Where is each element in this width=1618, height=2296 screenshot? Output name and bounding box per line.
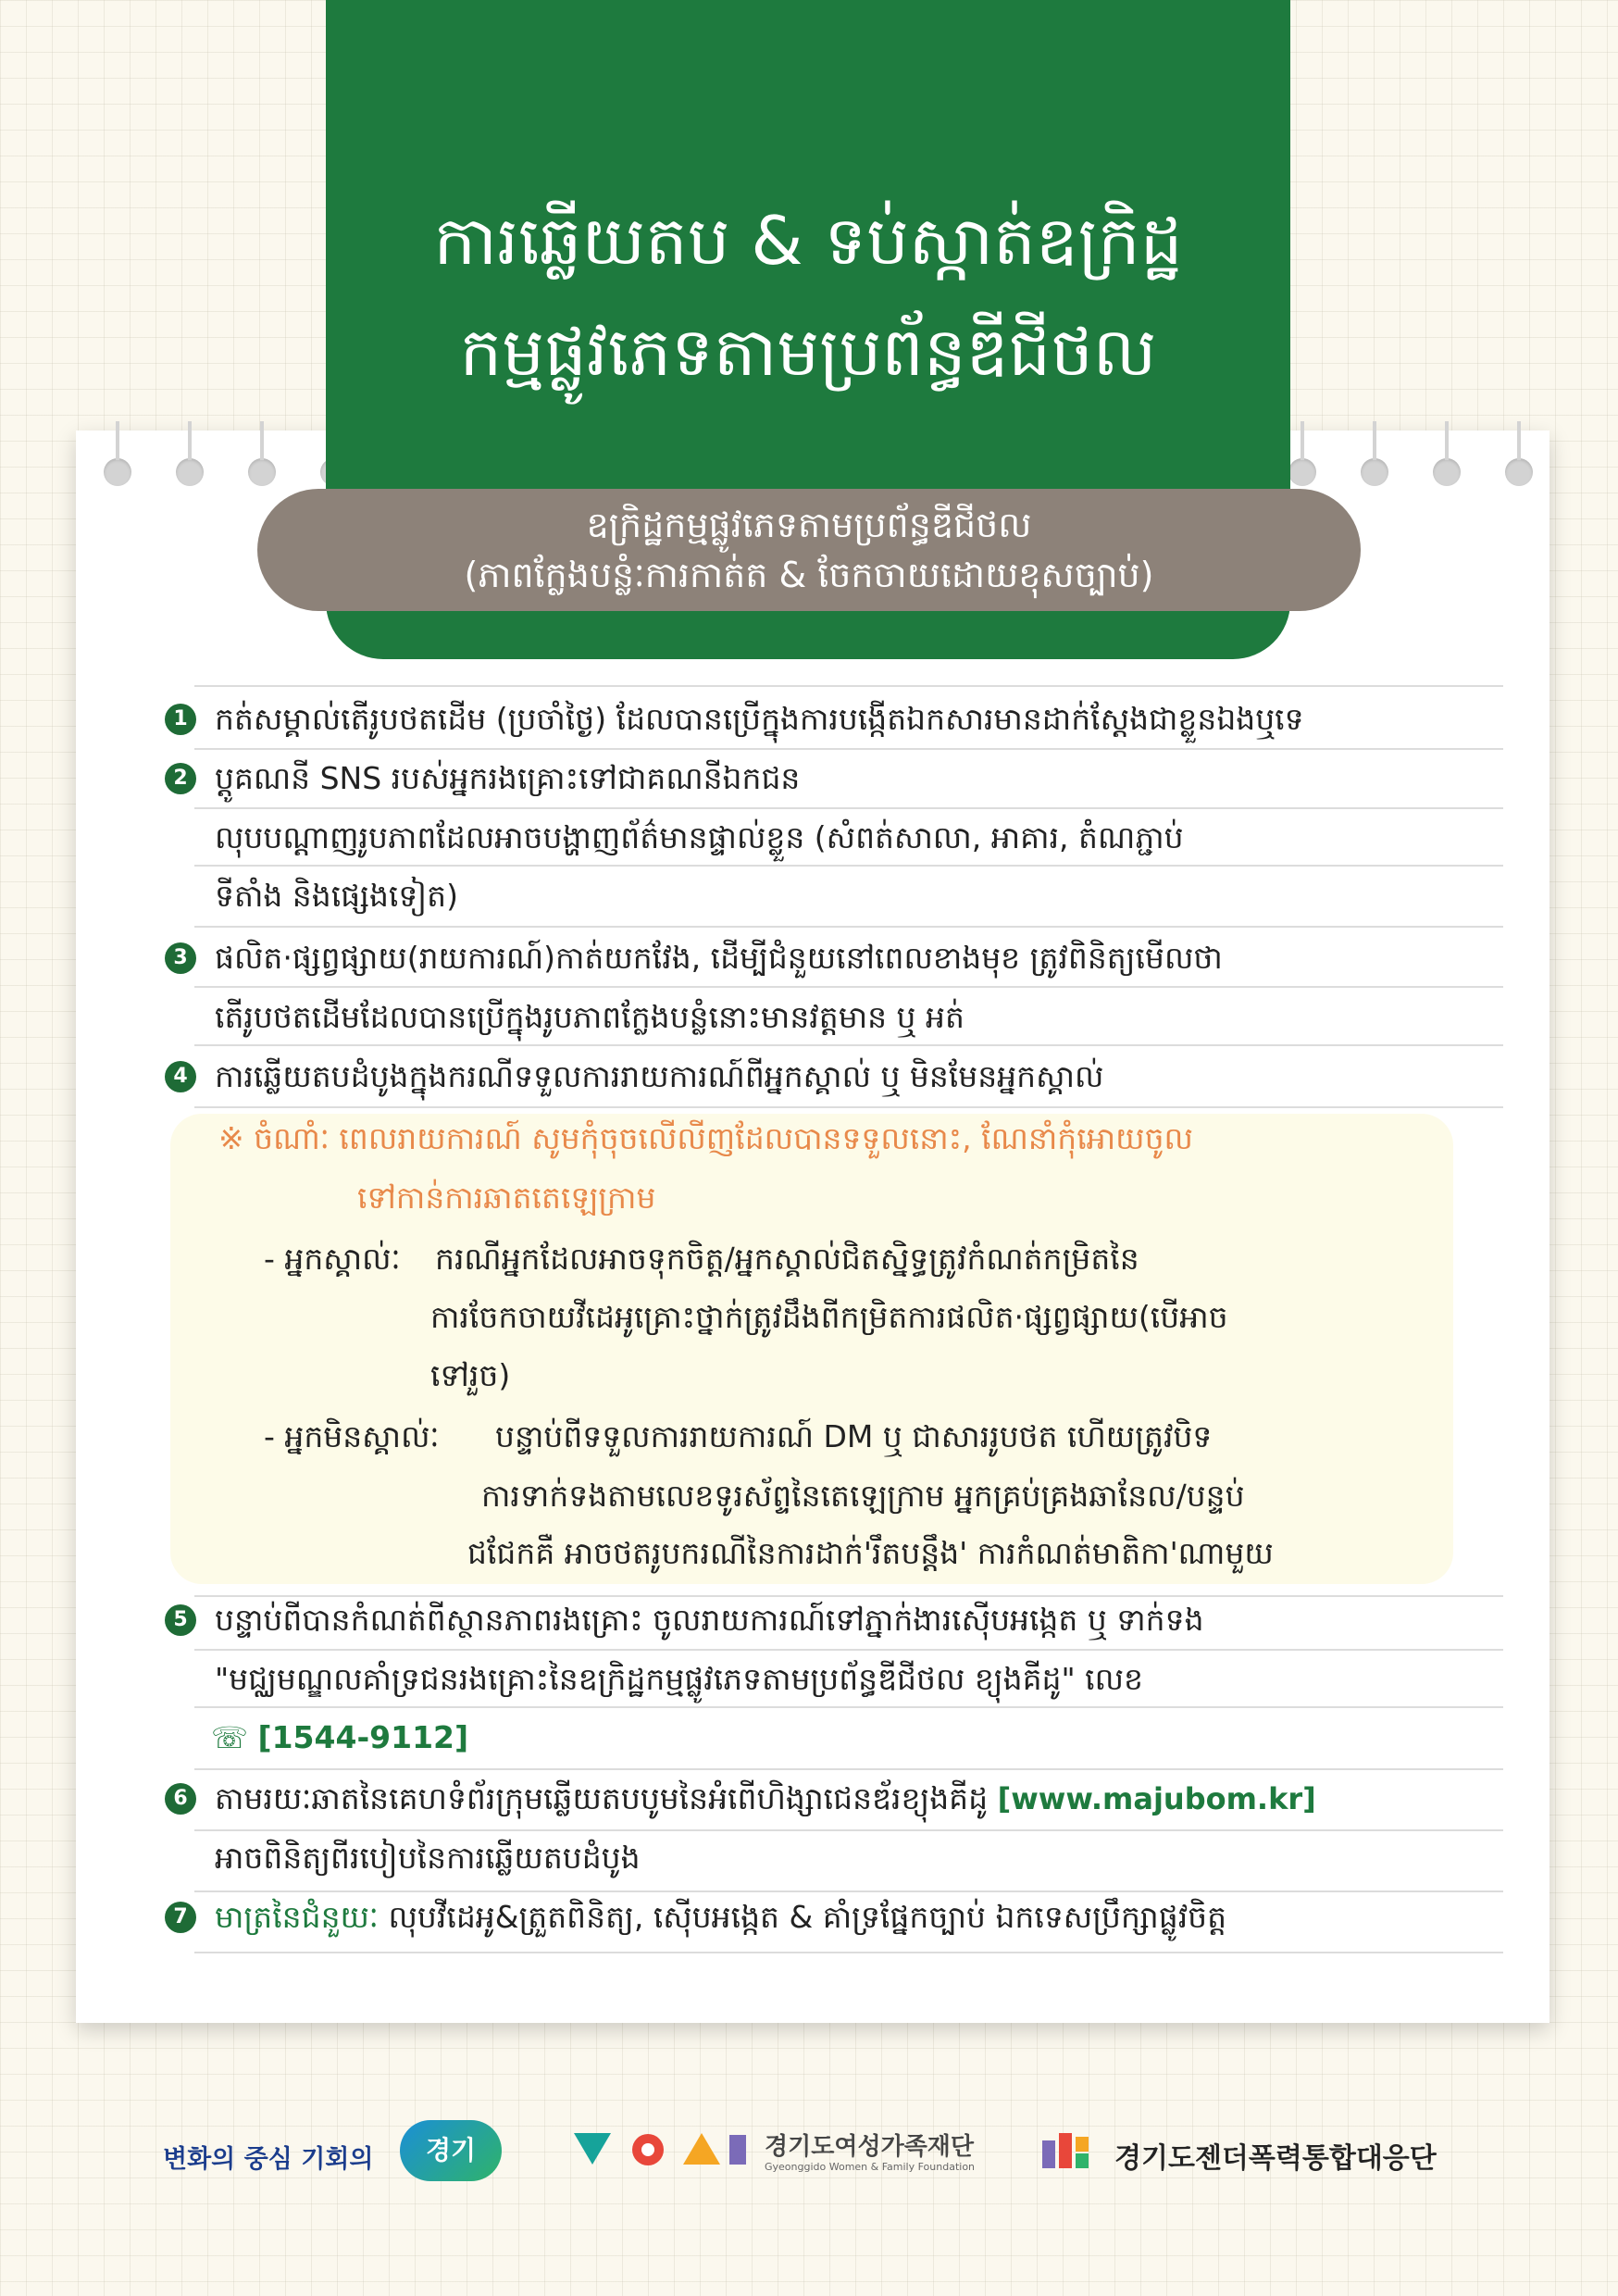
- item-number-badge: 5: [165, 1604, 196, 1636]
- known-label: - អ្នកស្គាល់ៈ: [264, 1241, 401, 1277]
- ruled-line: [194, 986, 1503, 988]
- note-line-1: ※ ចំណាំៈ ពេលរាយការណ៍ សូមកុំចុចលើលីញដែលបានទទួលនោះ, ណែនាំកុំអោយចូល: [218, 1120, 1193, 1156]
- item-6-text: តាមរយៈឆាតនៃគេហទំព័រក្រុមឆ្លើយតបបូមនៃអំពើហិង្សាជេនឌ័រខ្យុងគីដូ: [215, 1780, 989, 1816]
- item-3-line-2: តើរូបថតដើមដែលបានប្រើក្នុងរូបភាពក្លែងបន្លំនោះមានវត្តមាន ឬ អត់: [215, 999, 965, 1035]
- subtitle-line-2: (ភាពក្លែងបន្លំៈការកាត់ត & ចែកចាយដោយខុសច្បាប់): [464, 555, 1154, 595]
- item-number-badge: 6: [165, 1783, 196, 1815]
- item-3-line-1: ផលិត·ផ្សព្វផ្សាយ(រាយការណ៍)កាត់យកវែង, ដើម្បីជំនួយនៅពេលខាងមុខ ត្រូវពិនិត្យមើលថា: [215, 940, 1223, 976]
- known-line-3: ទៅរួច): [430, 1357, 511, 1393]
- ruled-line: [194, 807, 1503, 809]
- title-line-1: ការឆ្លើយតប & ទប់ស្កាត់ឧក្រិដ្ឋ: [433, 202, 1183, 280]
- gyeonggi-logo: [400, 2120, 502, 2181]
- website-link[interactable]: [www.majubom.kr]: [997, 1781, 1316, 1816]
- item-2-line-2: លុបបណ្តាញរូបភាពដែលអាចបង្ហាញព័ត៌មានផ្ទាល់ខ្លួន (សំពត់សាលា, អាគារ, តំណភ្ជាប់: [215, 819, 1184, 855]
- gyeonggi-badge-text: 경기: [425, 2135, 477, 2165]
- gyeonggi-slogan: 변화의 중심 기회의: [163, 2145, 374, 2174]
- binder-hole: [1361, 458, 1388, 486]
- subtitle-pill: [257, 489, 1361, 611]
- ruled-line: [194, 748, 1503, 750]
- ruled-line: [194, 1595, 1503, 1597]
- foundation-name-kr: 경기도여성가족재단: [765, 2133, 975, 2161]
- item-7-label: មាត្រនៃជំនួយៈ: [215, 1899, 380, 1935]
- binder-hole: [176, 458, 204, 486]
- ruled-line: [194, 926, 1503, 928]
- foundation-name-en: Gyeonggido Women & Family Foundation: [765, 2161, 976, 2173]
- gender-violence-center-logo-icon: [1042, 2131, 1105, 2172]
- ruled-line: [194, 1952, 1503, 1953]
- item-number-badge: 3: [165, 942, 196, 974]
- item-7-line-1: [215, 1899, 1226, 1936]
- title-line-2: កម្មផ្លូវភេទតាមប្រព័ន្ធឌីជីថល: [459, 313, 1157, 391]
- ruled-line: [194, 1890, 1503, 1892]
- unknown-line-3: ជជែកគឺ អាចថតរូបករណីនៃការដាក់'រឹតបន្តឹង' ការកំណត់មាតិកា'ណាមួយ: [467, 1535, 1274, 1571]
- foundation-logo-icon: [574, 2131, 750, 2168]
- binder-hole: [104, 458, 131, 486]
- item-5-line-2: "មជ្ឈមណ្ឌលគាំទ្រជនរងគ្រោះនៃឧក្រិដ្ឋកម្មផ្លូវភេទតាមប្រព័ន្ធឌីជីថល ខ្យុងគីដូ" លេខ: [215, 1661, 1143, 1697]
- item-number-badge: 1: [165, 704, 196, 735]
- item-2-line-1: ប្តូគណនី SNS របស់អ្នករងគ្រោះទៅជាគណនីឯកជន: [215, 760, 801, 796]
- item-5-line-1: បន្ទាប់ពីបានកំណត់ពីស្ថានភាពរងគ្រោះ ចូលរាយការណ៍ទៅភ្នាក់ងារស៊ើបអង្កេត ឬ ទាក់ទង: [215, 1602, 1204, 1638]
- ruled-line: [194, 1649, 1503, 1651]
- page-title: [326, 185, 1290, 407]
- item-1-line-1: កត់សម្គាល់តើរូបថតដើម (ប្រចាំថ្ងៃ) ដែលបានប្រើក្នុងការបង្កើតឯកសារមានដាក់ស្តែងជាខ្លួនឯងឬទេ: [215, 701, 1304, 737]
- item-6-line-1: [215, 1780, 1316, 1817]
- ruled-line: [194, 1706, 1503, 1708]
- item-number-badge: 7: [165, 1902, 196, 1933]
- item-number-badge: 4: [165, 1061, 196, 1092]
- known-line-2: ការចែកចាយវីដេអូគ្រោះថ្នាក់ត្រូវដឹងពីកម្រិតការផលិត·ផ្សព្វផ្សាយ(បើអាច: [430, 1299, 1228, 1335]
- ruled-line: [194, 685, 1503, 687]
- unknown-line-2: ការទាក់ទងតាមលេខទូរស័ព្ទនៃតេឡេក្រាម អ្នកគ្រប់គ្រងឆានែល/បន្ទប់: [481, 1478, 1245, 1514]
- unknown-line-1: បន្ទាប់ពីទទួលការរាយការណ៍ DM ឬ ជាសាររូបថត ហើយត្រូវបិទ: [495, 1418, 1213, 1454]
- binder-hole: [1288, 458, 1316, 486]
- item-4-line-1: ការឆ្លើយតបដំបូងក្នុងករណីទទួលការរាយការណ៍ពីអ្នកស្គាល់ ឬ មិនមែនអ្នកស្គាល់: [215, 1058, 1104, 1094]
- note-line-2: ទៅកាន់ការឆាតតេឡេក្រាម: [357, 1179, 656, 1216]
- item-2-line-3: ទីតាំង និងផ្សេងទៀត): [215, 878, 458, 914]
- known-line-1: ករណីអ្នកដែលអាចទុកចិត្ត/អ្នកស្គាល់ជិតស្និទ្ធត្រូវកំណត់កម្រិតនៃ: [435, 1241, 1139, 1277]
- phone-number[interactable]: [1544-9112]: [257, 1719, 469, 1755]
- ruled-line: [194, 1768, 1503, 1770]
- phone-icon: ☏: [211, 1720, 249, 1755]
- unknown-label: - អ្នកមិនស្គាល់ៈ: [264, 1418, 440, 1454]
- ruled-line: [194, 1106, 1503, 1108]
- item-5-phone: [211, 1719, 468, 1756]
- item-6-line-2: អាចពិនិត្យពីរបៀបនៃការឆ្លើយតបដំបូង: [215, 1840, 641, 1876]
- subtitle-line-1: ឧក្រិដ្ឋកម្មផ្លូវភេទតាមប្រព័ន្ធឌីជីថល: [586, 505, 1032, 545]
- gender-violence-center-name: 경기도젠더폭력통합대응단: [1114, 2142, 1437, 2175]
- ruled-line: [194, 1829, 1503, 1831]
- item-number-badge: 2: [165, 763, 196, 794]
- item-7-text: លុបវីដេអូ&ត្រួតពិនិត្យ, ស៊ើបអង្កេត & គាំទ្រផ្នែកច្បាប់ ឯកទេសប្រឹក្សាផ្លូវចិត្ត: [388, 1899, 1227, 1935]
- ruled-line: [194, 865, 1503, 867]
- binder-hole: [1433, 458, 1461, 486]
- binder-hole: [248, 458, 276, 486]
- ruled-line: [194, 1044, 1503, 1046]
- binder-hole: [1505, 458, 1533, 486]
